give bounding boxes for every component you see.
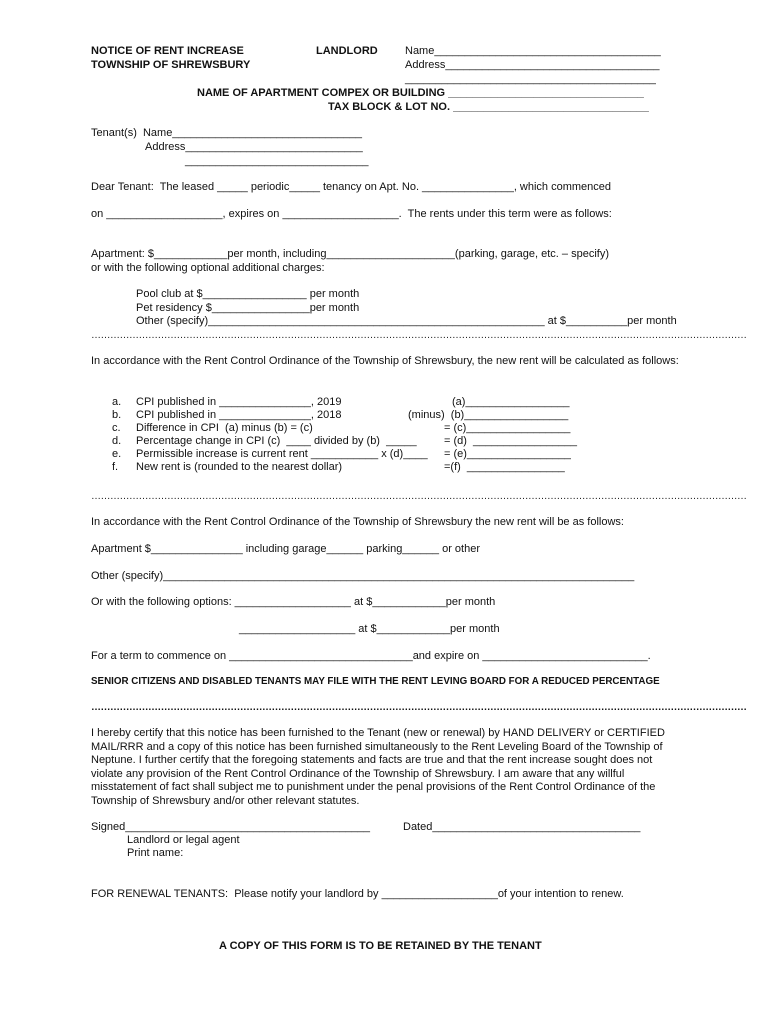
calc-result-f[interactable]: =(f) ________________ xyxy=(444,461,565,473)
dated-field[interactable]: Dated__________________________________ xyxy=(403,821,641,833)
optional-charges-label: or with the following optional additional charges: xyxy=(91,262,325,274)
calc-letter: a. xyxy=(112,396,122,408)
pet-residency-field[interactable]: Pet residency $________________per month xyxy=(136,302,360,314)
calc-letter: f. xyxy=(112,461,119,473)
calc-letter: d. xyxy=(112,435,122,447)
other-charges-field[interactable]: Other (specify)_______________________________________________________ at $__________per month xyxy=(136,315,677,327)
calc-letter: c. xyxy=(112,422,121,434)
senior-citizens-notice: SENIOR CITIZENS AND DISABLED TENANTS MAY FILE WITH THE RENT LEVING BOARD FOR A REDUCED PERCENTAGE xyxy=(91,676,660,687)
pool-club-field[interactable]: Pool club at $_________________ per month xyxy=(136,288,360,300)
calc-result-d[interactable]: = (d) _________________ xyxy=(444,435,578,447)
calculation-intro: In accordance with the Rent Control Ordinance of the Township of Shrewsbury, the new rent will be calculated as follows: xyxy=(91,355,679,367)
percentage-change-field[interactable]: Percentage change in CPI (c) ____ divided by (b) _____ xyxy=(136,435,417,447)
separator-dots: ……………………………………………………………………………………………………………………………………………………………………………………… xyxy=(91,702,747,713)
calc-result-b[interactable]: (minus) (b)_________________ xyxy=(408,409,569,421)
tenant-address-extra-field[interactable]: ______________________________ xyxy=(185,155,369,167)
calc-letter: b. xyxy=(112,409,122,421)
new-options-field-1[interactable]: Or with the following options: ___________________ at $____________per month xyxy=(91,596,496,608)
signed-field[interactable]: Signed________________________________________ xyxy=(91,821,370,833)
new-apartment-rent-field[interactable]: Apartment $_______________ including garage______ parking______ or other xyxy=(91,543,480,555)
certification-paragraph: I hereby certify that this notice has been furnished to the Tenant (new or renewal) by HAND DELIVERY or CERTIFIED MAIL/RRR and a copy of this notice has been furnished simultaneously to the Rent Leveling Board of the Township of Neptune. I further certify that the foregoing statements and facts are true and that the rent increase sought does not violate any provision of the Rent Control Ordinance of the Township of Shrewsbury. I am aware that any willful misstatement of fact shall subject me to punishment under the penal provisions of the Rent Control Ordinance of the Township of Shrewsbury and/or other relevant statutes. xyxy=(91,727,665,807)
calc-letter: e. xyxy=(112,448,122,460)
tenant-name-field[interactable]: Tenant(s) Name_______________________________ xyxy=(91,127,362,139)
renewal-notice-field[interactable]: FOR RENEWAL TENANTS: Please notify your landlord by ___________________of your intention to renew. xyxy=(91,888,624,900)
current-rent-line[interactable]: Apartment: $____________per month, including_____________________(parking, garage, etc. – specify) xyxy=(91,248,609,260)
form-title-line2: TOWNSHIP OF SHREWSBURY xyxy=(91,59,251,71)
landlord-agent-label: Landlord or legal agent xyxy=(127,834,240,846)
print-name-field[interactable]: Print name: xyxy=(127,847,184,859)
cpi-2019-field[interactable]: CPI published in _______________, 2019 xyxy=(136,396,342,408)
calc-result-c[interactable]: = (c)_________________ xyxy=(444,422,571,434)
landlord-name-field[interactable]: Name_____________________________________ xyxy=(405,45,661,57)
tenant-address-field[interactable]: Address_____________________________ xyxy=(145,141,363,153)
retain-copy-notice: A COPY OF THIS FORM IS TO BE RETAINED BY THE TENANT xyxy=(219,940,542,952)
separator-dots: ……………………………………………………………………………………………………………………………………………………………………………………… xyxy=(91,330,747,341)
calc-result-e[interactable]: = (e)_________________ xyxy=(444,448,571,460)
new-rent-intro: In accordance with the Rent Control Ordinance of the Township of Shrewsbury the new rent will be as follows: xyxy=(91,516,624,528)
tenancy-intro-line1[interactable]: Dear Tenant: The leased _____ periodic_____ tenancy on Apt. No. _______________, which commenced xyxy=(91,181,612,193)
tax-block-field[interactable]: TAX BLOCK & LOT NO. ________________________________ xyxy=(328,101,649,113)
landlord-address-field[interactable]: Address___________________________________ xyxy=(405,59,660,71)
permissible-increase-field[interactable]: Permissible increase is current rent ___________ x (d)____ xyxy=(136,448,428,460)
landlord-address-extra-field[interactable]: _________________________________________ xyxy=(405,73,656,85)
term-dates-field[interactable]: For a term to commence on ______________________________and expire on ___________________________. xyxy=(91,650,651,662)
new-other-specify-field[interactable]: Other (specify)_____________________________________________________________________________ xyxy=(91,570,635,582)
new-options-field-2[interactable]: ___________________ at $____________per month xyxy=(239,623,500,635)
landlord-label: LANDLORD xyxy=(316,45,378,57)
cpi-difference-label: Difference in CPI (a) minus (b) = (c) xyxy=(136,422,313,434)
new-rent-label: New rent is (rounded to the nearest dollar) xyxy=(136,461,343,473)
calc-result-a[interactable]: (a)_________________ xyxy=(452,396,570,408)
tenancy-intro-line2[interactable]: on ___________________, expires on ___________________. The rents under this term were as follows: xyxy=(91,208,612,220)
separator-dots: ……………………………………………………………………………………………………………………………………………………………………………………… xyxy=(91,491,747,502)
form-title-line1: NOTICE OF RENT INCREASE xyxy=(91,45,244,57)
apartment-building-field[interactable]: NAME OF APARTMENT COMPEX OR BUILDING ________________________________ xyxy=(197,87,644,99)
cpi-2018-field[interactable]: CPI published in _______________, 2018 xyxy=(136,409,342,421)
